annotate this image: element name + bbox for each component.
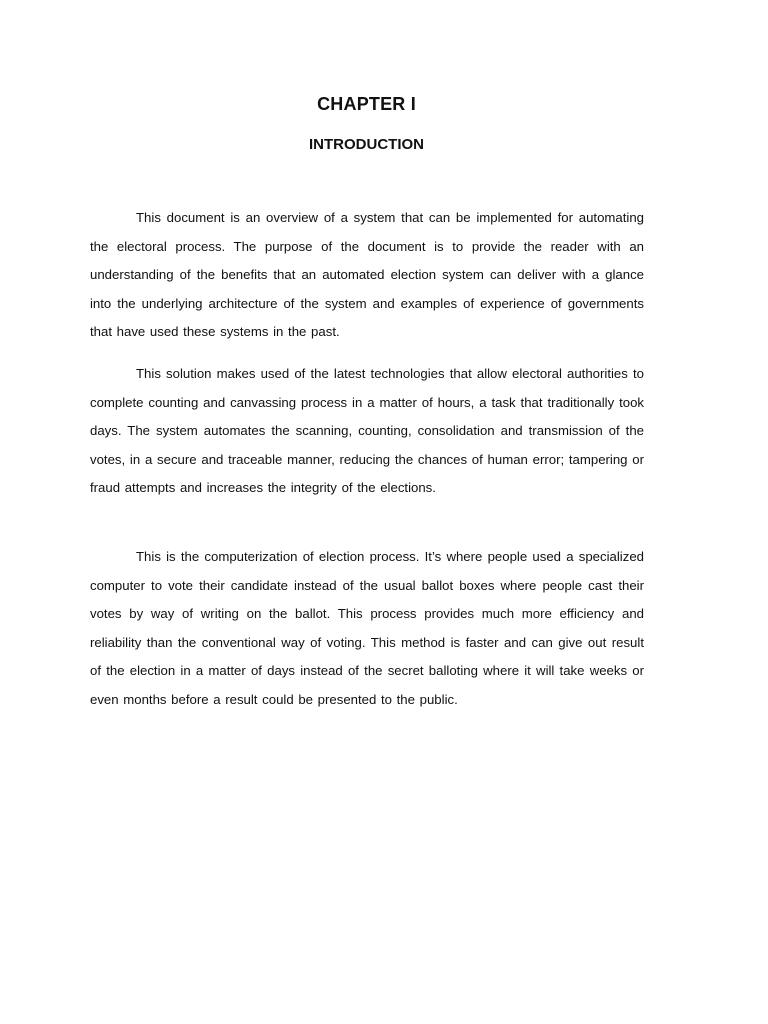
paragraph-1: This document is an overview of a system that can be implemented for automating the electoral process. The purpose of the document is to provide the reader with an understanding of the benefits that an automated election system can deliver with a glance into the underlying architecture of the system and examples of experience of governments that have used these systems in the past. [90,210,644,339]
chapter-heading: CHAPTER I [317,94,416,114]
section-heading: INTRODUCTION [309,136,424,153]
paragraph-3: This is the computerization of election process. It’s where people used a specialized computer to vote their candidate instead of the usual ballot boxes where people cast their votes by way of writing on the ballot. This process provides much more efficiency and reliability than the conventional way of voting. This method is faster and can give out result of the election in a matter of days instead of the secret balloting where it will take weeks or even months before a result could be presented to the public. [90,549,644,707]
paragraph-2: This solution makes used of the latest technologies that allow electoral authorities to complete counting and canvassing process in a matter of hours, a task that traditionally took days. The system automates the scanning, counting, consolidation and transmission of the votes, in a secure and traceable manner, reducing the chances of human error; tampering or fraud attempts and increases the integrity of the elections. [90,366,644,495]
